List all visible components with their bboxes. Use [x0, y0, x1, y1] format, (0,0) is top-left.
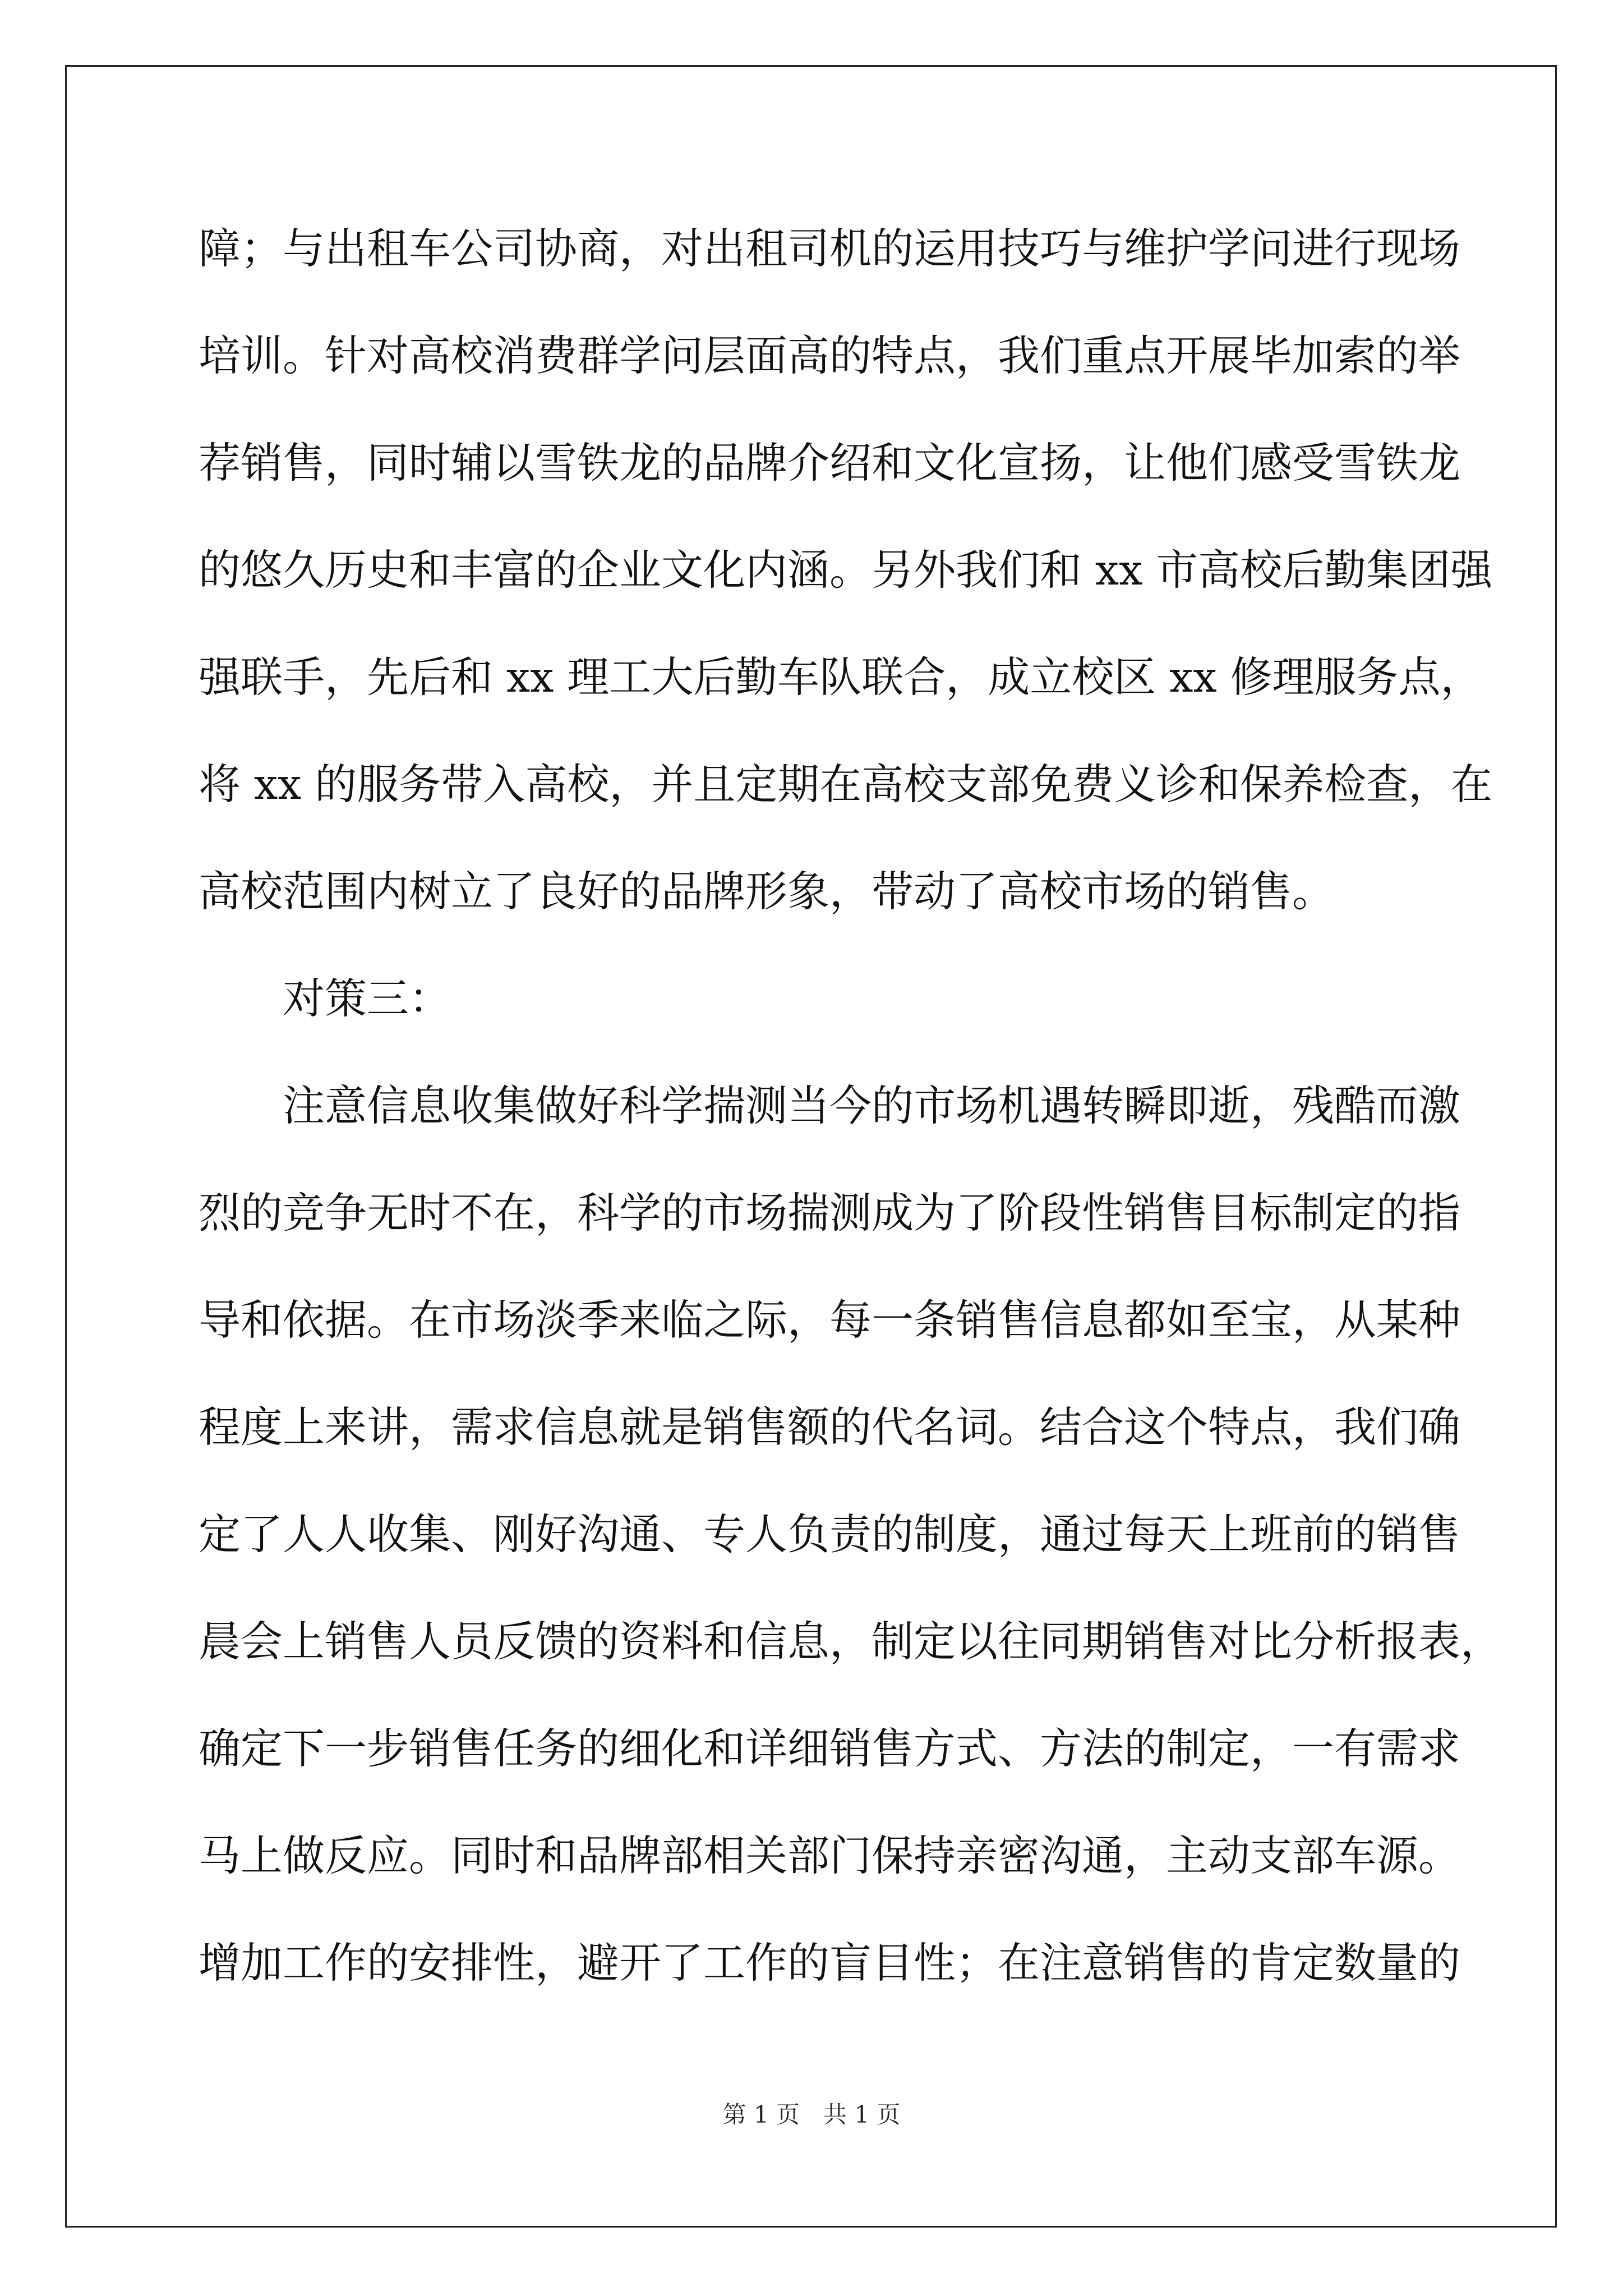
text-line: 将 xx 的服务带入高校，并且定期在高校支部免费义诊和保养检查，在 [199, 760, 1493, 809]
text-line: 的悠久历史和丰富的企业文化内涵。另外我们和 xx 市高校后勤集团强 [199, 545, 1493, 595]
text-line: 荐销售，同时辅以雪铁龙的品牌介绍和文化宣扬，让他们感受雪铁龙 [199, 438, 1461, 487]
section-heading: 对策三： [283, 974, 451, 1023]
text-line: 烈的竞争无时不在，科学的市场揣测成为了阶段性销售目标制定的指 [199, 1188, 1461, 1237]
text-line: 晨会上销售人员反馈的资料和信息，制定以往同期销售对比分析报表， [199, 1617, 1503, 1666]
text-line: 确定下一步销售任务的细化和详细销售方式、方法的制定，一有需求 [199, 1724, 1461, 1773]
text-line: 程度上来讲，需求信息就是销售额的代名词。结合这个特点，我们确 [199, 1402, 1461, 1452]
text-line: 定了人人收集、刚好沟通、专人负责的制度，通过每天上班前的销售 [199, 1510, 1461, 1559]
text-line: 导和依据。在市场淡季来临之际，每一条销售信息都如至宝，从某种 [199, 1295, 1461, 1345]
text-line: 强联手，先后和 xx 理工大后勤车队联合，成立校区 xx 修理服务点， [199, 652, 1483, 702]
page-number: 第 1 页 共 1 页 [722, 2101, 901, 2128]
document-body [199, 212, 1503, 2033]
text-line: 马上做反应。同时和品牌部相关部门保持亲密沟通，主动支部车源。 [199, 1831, 1461, 1880]
text-line: 增加工作的安排性，避开了工作的盲目性；在注意销售的肯定数量的 [199, 1938, 1461, 1987]
text-line: 注意信息收集做好科学揣测当今的市场机遇转瞬即逝，残酷而激 [283, 1081, 1461, 1130]
text-line: 培训。针对高校消费群学问层面高的特点，我们重点开展毕加索的举 [199, 331, 1461, 380]
text-line: 高校范围内树立了良好的品牌形象，带动了高校市场的销售。 [199, 867, 1335, 916]
text-line: 障；与出租车公司协商，对出租司机的运用技巧与维护学问进行现场 [199, 224, 1461, 273]
